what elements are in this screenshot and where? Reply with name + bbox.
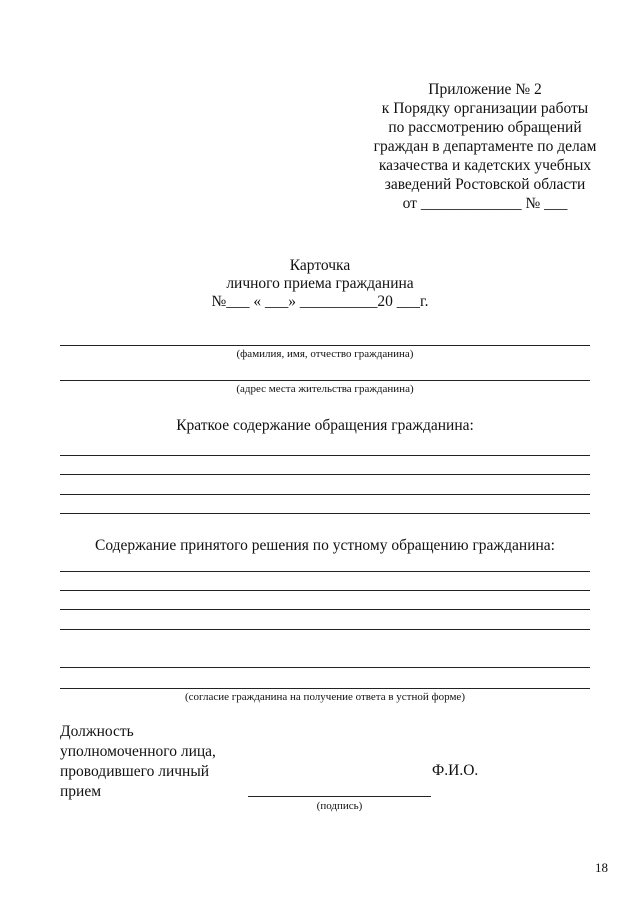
address-caption: (адрес места жительства гражданина) <box>236 383 414 395</box>
summary-heading: Краткое содержание обращения гражданина: <box>176 417 474 434</box>
page-number: 18 <box>595 860 608 875</box>
signature-caption: (подпись) <box>316 800 363 812</box>
name-caption: (фамилия, имя, отчество гражданина) <box>236 348 414 360</box>
position-line: уполномоченного лица, <box>60 743 216 760</box>
appendix-line: Приложение № 2 <box>428 81 542 98</box>
appendix-header <box>355 80 615 213</box>
position-line: прием <box>60 783 102 800</box>
decision-line[interactable] <box>60 571 590 572</box>
appendix-line: по рассмотрению обращений <box>388 119 582 136</box>
card-subtitle: личного приема гражданина <box>226 275 414 292</box>
consent-field-line[interactable] <box>60 688 590 689</box>
appendix-line: заведений Ростовской области <box>384 176 586 193</box>
summary-line[interactable] <box>60 513 590 514</box>
appendix-line: к Порядку организации работы <box>381 100 589 117</box>
card-number-line: №___ « ___» __________20 ___г. <box>211 293 429 310</box>
decision-line[interactable] <box>60 629 590 630</box>
appendix-line: граждан в департаменте по делам <box>373 138 597 155</box>
summary-line[interactable] <box>60 494 590 495</box>
decision-line[interactable] <box>60 667 590 668</box>
summary-line[interactable] <box>60 474 590 475</box>
official-position <box>60 722 216 802</box>
appendix-line: казачества и кадетских учебных <box>378 157 592 174</box>
position-line: проводившего личный <box>60 763 210 780</box>
fio-label: Ф.И.О. <box>432 762 479 779</box>
name-field-line[interactable] <box>60 345 590 346</box>
summary-line[interactable] <box>60 455 590 456</box>
card-title: Карточка <box>289 257 351 274</box>
decision-heading: Содержание принятого решения по устному обращению гражданина: <box>95 537 555 554</box>
consent-caption: (согласие гражданина на получение ответа в устной форме) <box>185 691 465 703</box>
address-field-line[interactable] <box>60 380 590 381</box>
appendix-date-number: от _____________ № ___ <box>402 195 568 212</box>
decision-line[interactable] <box>60 590 590 591</box>
signature-line[interactable] <box>248 796 431 797</box>
decision-line[interactable] <box>60 609 590 610</box>
position-line: Должность <box>60 723 134 740</box>
